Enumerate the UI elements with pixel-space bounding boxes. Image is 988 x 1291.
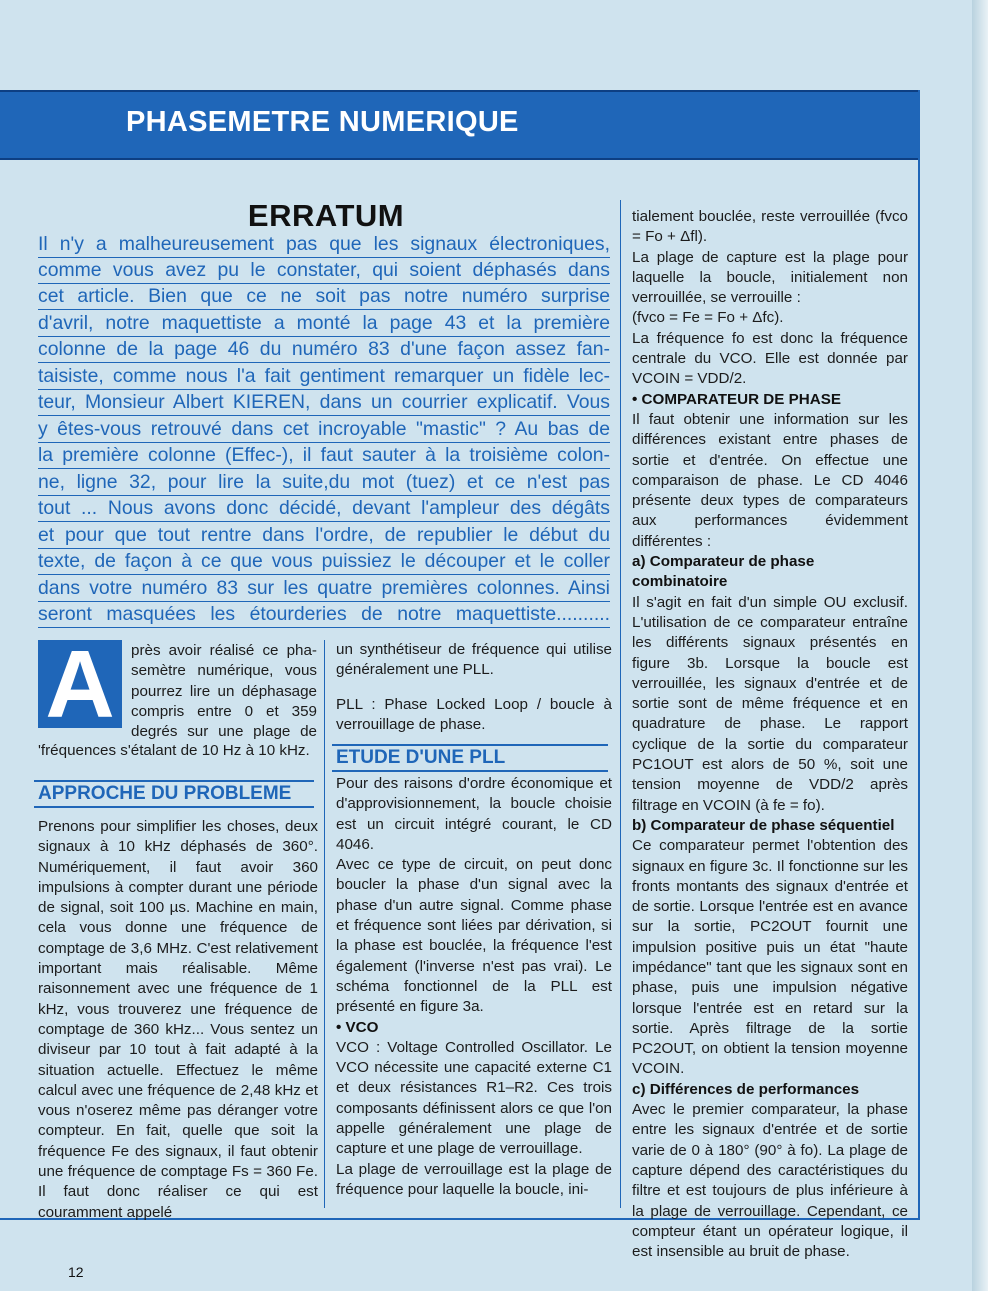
page-number: 12	[68, 1264, 84, 1280]
erratum-line: teur, Monsieur Albert KIEREN, dans un courrier explicatif. Vous	[38, 390, 610, 416]
erratum-line: comme vous avez pu le constater, qui soient déphasés dans	[38, 258, 610, 284]
intro-tail	[38, 741, 318, 761]
intro-line: degrés sur une plage de	[131, 723, 317, 741]
intro-text	[131, 641, 317, 742]
col3-paragraph: La plage de capture est la plage pour laquelle la boucle, initialement non verrouillée, se verrouille :	[632, 248, 908, 307]
erratum-line: texte, de façon à ce que vous puissiez le découper et le coller	[38, 549, 610, 575]
erratum-line: seront masquées les étourderies de notre maquettiste..........	[38, 602, 610, 628]
intro-tail-text: 'fréquences s'étalant de 10 Hz à 10 kHz.	[38, 742, 310, 759]
col2-paragraph: un synthétiseur de fréquence qui utilise généralement une PLL.	[336, 641, 612, 679]
comparateur-heading: • COMPARATEUR DE PHASE	[632, 390, 841, 408]
col3-formula: (fvco = Fe = Fo + Δfc).	[632, 309, 784, 327]
page-edge-shadow	[972, 0, 988, 1291]
column-rule	[324, 640, 325, 1208]
erratum-line: d'avril, notre maquettiste a monté la page 43 et la première	[38, 311, 610, 337]
col1-body	[38, 817, 318, 1223]
intro-line: compris entre 0 et 359	[131, 702, 317, 720]
erratum-line: colonne de la page 46 du numéro 83 d'une façon assez fan-	[38, 337, 610, 363]
col2-top	[336, 640, 612, 735]
col2-paragraph: VCO : Voltage Controlled Oscillator. Le VCO nécessite une capacité externe C1 et deux résistances R1–R2. Ces trois composants définissent alors ce que l'on appelle généralement une plage de capture et une plage de verrouillage.	[336, 1038, 612, 1158]
subheading-a: a) Comparateur de phase combinatoire	[632, 553, 815, 591]
col3-paragraph: tialement bouclée, reste verrouillée (fvco = Fo + Δfl).	[632, 208, 908, 246]
erratum-title: ERRATUM	[247, 198, 405, 233]
col3-paragraph: Il faut obtenir une information sur les différences existant entre phases de sortie et d'entrée. On effectue une comparaison de phase. Le CD 4046 présente deux types de comparateurs aux performances évidemment différentes :	[632, 410, 908, 550]
erratum-line: y êtes-vous retrouvé dans cet incroyable "mastic" ? Au bas de	[38, 417, 610, 443]
section-title-etude: ETUDE D'UNE PLL	[332, 744, 608, 772]
col2-paragraph: Avec ce type de circuit, on peut donc boucler la phase d'un signal avec la phase d'un autre signal. Comme phase et fréquence sont liées par dérivation, si la phase est bouclée, la fréquence l'est également (l'inverse n'est pas vrai). Le schéma fonctionnel de la PLL est présenté en figure 3a.	[336, 856, 612, 1016]
erratum-line: taisiste, comme nous l'a fait gentiment remarquer un fidèle lec-	[38, 364, 610, 390]
col3-paragraph: Ce comparateur permet l'obtention des signaux en figure 3c. Il fonctionne sur les fronts montants des signaux d'entrée et de sortie. Lorsque l'entrée est en avance sur la sortie, PC2OUT fournit une impulsion positive puis un état "haute impédance" tant que les signaux sont en phase, puis une impulsion négative lorsque l'entrée est en retard sur la sortie. Après filtrage de la sortie PC2OUT, on obtient la tension moyenne VCOIN.	[632, 837, 908, 1078]
col2-paragraph: PLL : Phase Locked Loop / boucle à verrouillage de phase.	[336, 695, 612, 733]
drop-cap: A	[38, 640, 122, 728]
col3-body	[632, 207, 908, 1262]
header-band	[0, 90, 920, 160]
col3-paragraph: La fréquence fo est donc la fréquence centrale du VCO. Elle est donnée par VCOIN = VDD/2.	[632, 329, 908, 388]
intro-line: près avoir réalisé ce pha-	[131, 642, 317, 659]
col2-body	[336, 774, 612, 1200]
col2-paragraph: Pour des raisons d'ordre économique et d'approvisionnement, la boucle choisie est un circuit intégré courant, le CD 4046.	[336, 775, 612, 853]
col1-paragraph: Prenons pour simplifier les choses, deux signaux à 10 kHz déphasés de 360°. Numériquement, il faut avoir 360 impulsions à compter durant une période de signal, soit 100 µs. Machine en main, cela vous donne une fréquence de comptage de 3,6 MHz. C'est relativement important mais réalisable. Même raisonnement avec une fréquence de 1 kHz, vous trouverez une fréquence de comptage de 360 kHz... Vous sentez un diviseur par 10 tout à fait adapté à la situation actuelle. Effectuez le même calcul avec une fréquence de 2,48 kHz et vous n'oserez même pas déranger votre compteur. En fait, quelle que soit la fréquence Fe des signaux, il faut obtenir une fréquence de comptage Fs = 360 Fe. Il faut donc réaliser ce qui est couramment appelé	[38, 818, 318, 1221]
col2-paragraph: La plage de verrouillage est la plage de fréquence pour laquelle la boucle, ini-	[336, 1160, 612, 1198]
erratum-line: la première colonne (Effec-), il faut sauter à la troisième colon-	[38, 443, 610, 469]
subheading-b: b) Comparateur de phase séquentiel	[632, 816, 895, 834]
col3-paragraph: Il s'agit en fait d'un simple OU exclusif. L'utilisation de ce comparateur entraîne les différents signaux présentés en figure 3b. Lorsque la boucle est verrouillée, les signaux d'entrée et de sortie sont de même fréquence et en quadrature de phase. Le rapport cyclique de la sortie du comparateur PC1OUT est alors de 50 %, soit une tension moyenne de VDD/2 après filtrage en VCOIN (à fe = fo).	[632, 593, 908, 814]
erratum-line: cet article. Bien que ce ne soit pas notre numéro surprise	[38, 284, 610, 310]
vco-heading: • VCO	[336, 1018, 379, 1036]
section-title-approche: APPROCHE DU PROBLEME	[34, 780, 314, 808]
column-rule	[620, 200, 621, 1208]
erratum-line: ne, ligne 32, pour lire la suite,du mot (tuez) et ce n'est pas	[38, 470, 610, 496]
intro-line: pourrez lire un déphasage	[131, 682, 317, 700]
erratum-line: et pour que tout rentre dans l'ordre, de republier le début du	[38, 523, 610, 549]
col3-paragraph: Avec le premier comparateur, la phase entre les signaux d'entrée et de sortie varie de 0 à 180° (90° à fo). La plage de capture dépend des caractéristiques du filtre et est toujours de plus inférieure à la plage de verrouillage. Cependant, ce compteur étant un opérateur logique, il est insensible au bruit de phase.	[632, 1101, 908, 1261]
intro-line: semètre numérique, vous	[131, 662, 317, 680]
erratum-line: dans votre numéro 83 sur les quatre premières colonnes. Ainsi	[38, 576, 610, 602]
erratum-line: tout ... Nous avons donc décidé, devant l'ampleur des dégâts	[38, 496, 610, 522]
erratum-line: Il n'y a malheureusement pas que les signaux électroniques,	[38, 232, 610, 258]
frame-right-rule	[918, 90, 920, 1220]
page-title: PHASEMETRE NUMERIQUE	[126, 106, 519, 138]
subheading-c: c) Différences de performances	[632, 1080, 860, 1098]
